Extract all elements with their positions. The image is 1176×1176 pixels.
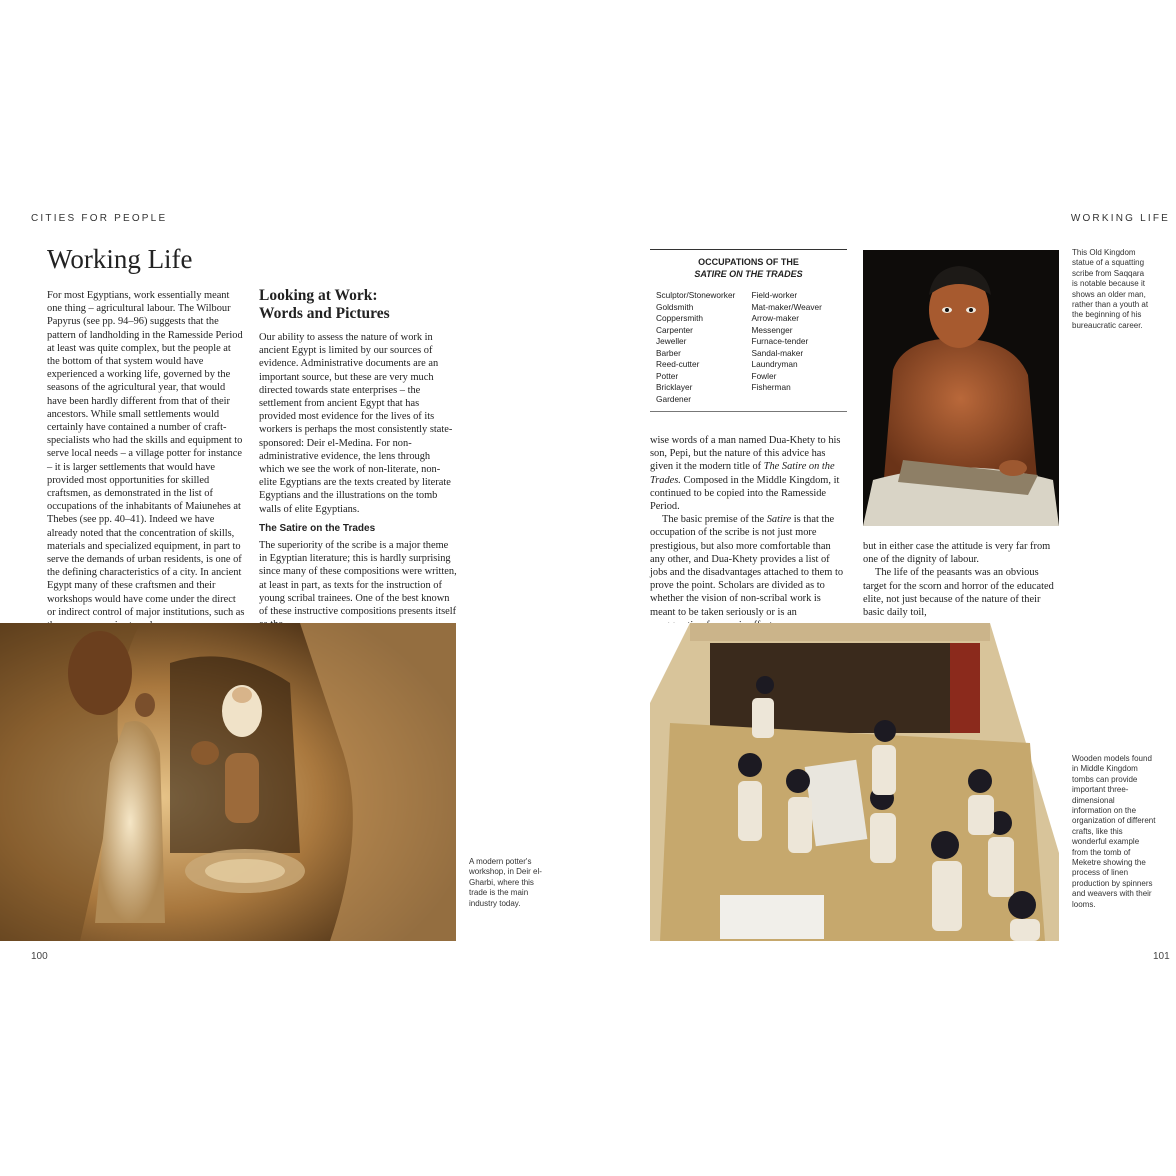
occupation-item: Gardener — [656, 393, 692, 404]
satire-subheading: The Satire on the Trades — [259, 522, 376, 534]
looking-at-work-paragraph: Our ability to assess the nature of work in ancient Egypt is limited by our sources of evidence. Administrative documents are an important source, but these are very much directed towards state enterprises – the settlement from ancient Egypt that has provided most evidence for the lives of its workers is perhaps the most consistently state-sponsored: Deir el-Medina. For non-administrative evidence, the lens through which we see the work of non-literate, non-elite Egyptians are the texts created by literate Egyptians and the illustrations on the tomb walls of elite Egyptians. — [259, 332, 453, 515]
occupation-item: Coppersmith — [656, 313, 704, 323]
occupation-item: Fisherman — [751, 382, 791, 392]
occupation-item: Laundryman — [751, 359, 798, 369]
models-caption: Wooden models found in Middle Kingdom tombs can provide important three-dimensional information on the organization of different crafts, like this wonderful example from the tomb of Meketre showing the process of linen production by spinners and weavers with their looms. — [1072, 754, 1156, 909]
potter-caption: A modern potter's workshop, in Deir el-Gharbi, where this trade is the main industry today. — [469, 857, 542, 908]
page-title: Working Life — [47, 244, 193, 274]
satire-column-continued — [650, 434, 847, 632]
occupations-box-title: OCCUPATIONS OF THE — [698, 257, 799, 267]
occupations-box-subtitle: SATIRE ON THE TRADES — [694, 269, 803, 279]
satire-text-1b: Composed in the Middle Kingdom, it continued to be copied into the Ramesside Period. — [650, 474, 840, 513]
occupation-item: Arrow-maker — [751, 313, 799, 323]
satire-paragraph-1 — [650, 434, 847, 513]
satire-text-2a: The basic premise of the — [662, 514, 767, 526]
left-page-number: 100 — [31, 951, 48, 962]
right-running-head: WORKING LIFE — [1070, 213, 1170, 224]
occupations-list-1 — [656, 290, 752, 405]
occupation-item: Potter — [656, 370, 679, 381]
occupation-item: Messenger — [751, 324, 793, 335]
occupations-list-2 — [752, 290, 848, 405]
potter-workshop-illustration — [0, 623, 456, 941]
occupation-item: Bricklayer — [656, 382, 693, 392]
peasants-paragraph-1: but in either case the attitude is very far from one of the dignity of labour. — [863, 541, 1051, 566]
section-heading: Looking at Work: Words and Pictures — [259, 287, 390, 322]
scribe-statue-illustration — [863, 250, 1059, 526]
satire-paragraph-2 — [650, 513, 847, 632]
peasants-paragraph-2: The life of the peasants was an obvious target for the scorn and horror of the educated elite, not just because of the nature of their basic daily toil, — [863, 567, 1054, 619]
satire-italic-2: Satire — [766, 514, 792, 526]
occupation-item: Field-worker — [751, 290, 798, 300]
right-page-number: 101 — [1153, 951, 1170, 962]
satire-text-1a: wise words of a man named Dua-Khety to his son, Pepi, but the nature of this advice has given it the modern title of — [650, 435, 841, 473]
scribe-statue-photo — [863, 250, 1059, 526]
occupation-item: Sculptor/Stoneworker — [656, 290, 736, 300]
occupation-item: Fowler — [751, 370, 777, 381]
looking-at-work-column — [259, 287, 457, 631]
potter-workshop-photo — [0, 623, 456, 941]
occupation-item: Furnace-tender — [751, 336, 809, 346]
satire-title-italic: The Satire on the Trades. — [650, 461, 835, 486]
occupation-item: Mat-maker/Weaver — [751, 301, 822, 312]
satire-text-2b: is that the occupation of the scribe is not just more prestigious, but also more comfortable than any other, and Dua-Khety provides a list of jobs and the disadvantages attached to them to prove the point. Scholars are divided as to whether the vision of non-scribal work is meant to be taken seriously or is an — [650, 514, 844, 618]
peasants-column — [863, 540, 1060, 619]
occupation-item: Barber — [656, 347, 681, 358]
occupation-item: Reed-cutter — [656, 359, 700, 369]
intro-column — [47, 289, 245, 632]
occupation-item: Jeweller — [656, 336, 687, 346]
intro-paragraph: For most Egyptians, work essentially meant one thing – agricultural labour. The Wilbour Papyrus (see pp. 94–96) suggests that the pattern of landholding in the Ramesside Period at least was quite complex, but the people at the bottom of that system would have experienced a working life, governed by the seasons of the agricultural year, that would have been hardly different from that of their ancestors. While small settlements would certainly have contained a number of craft-specialists who had the skills and equipment to serve local needs – a village potter for instance – it is larger settlements that would have provided most opportunities for skilled craftsmen, as demonstrated in the list of occupations of the inhabitants of Maiunehes at Thebes (see pp. 40–41). Indeed we have already noted that the concentration of skills, materials and specialized equipment, in part to serve the demands of urban residents, is one of the defining characteristics of a city. In ancient Egypt many of these craftsmen and their workshops would have come under the direct or indirect control of major institutions, such as — [47, 290, 245, 618]
weaving-workshop-model-illustration — [650, 623, 1059, 941]
wooden-models-photo — [650, 623, 1059, 941]
occupation-item: Carpenter — [656, 324, 693, 335]
occupation-item: Sandal-maker — [751, 347, 804, 358]
occupation-item: Goldsmith — [656, 301, 694, 312]
scribe-caption: This Old Kingdom statue of a squatting scribe from Saqqara is notable because it shows an older man, rather than a youth at the beginning of his bureaucratic career. — [1072, 248, 1149, 330]
occupations-box — [650, 249, 847, 412]
satire-paragraph: The superiority of the scribe is a major theme in Egyptian literature; this is hardly surprising since many of these compositions were written, at least in part, as texts for the instruction of young scribal trainees. One of the best known of these instructive compositions presents itself — [259, 540, 457, 618]
left-running-head: CITIES FOR PEOPLE — [31, 213, 168, 224]
